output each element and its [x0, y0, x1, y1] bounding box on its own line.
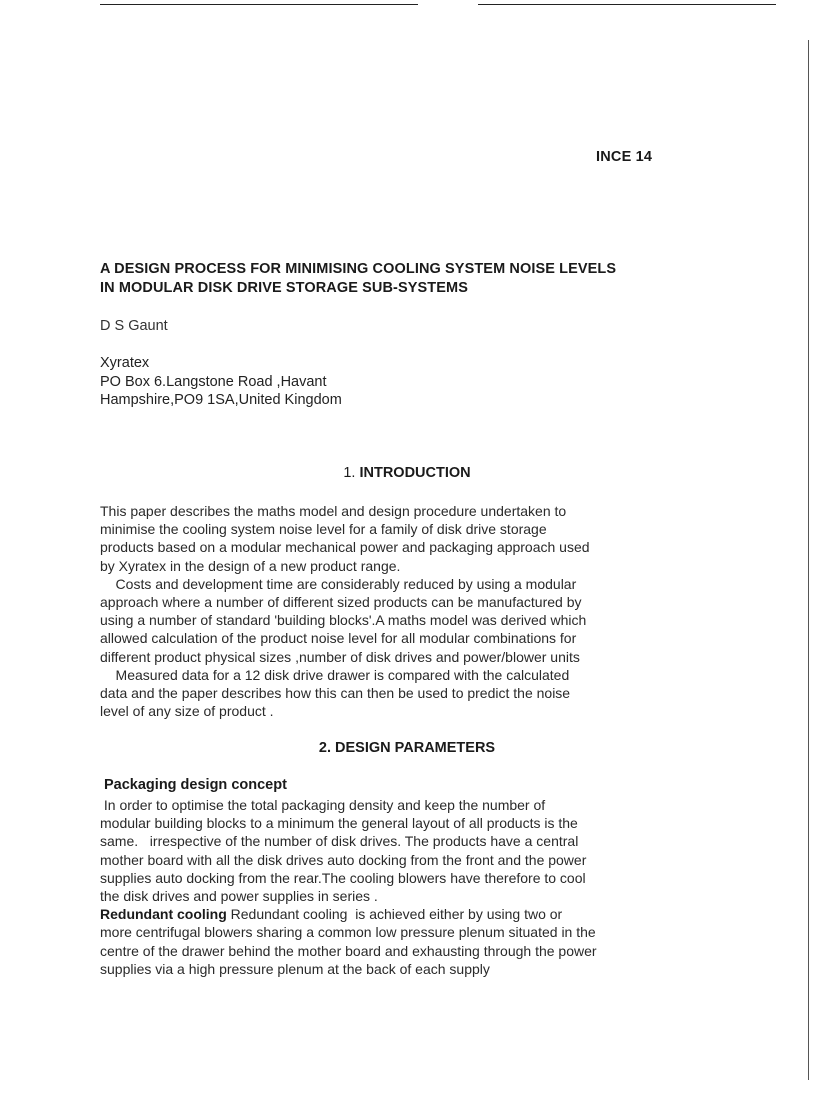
text-line: level of any size of product . [100, 703, 274, 720]
text-line: using a number of standard 'building blocks'.A maths model was derived which [100, 612, 587, 629]
text-line: products based on a modular mechanical power and packaging approach used [100, 539, 590, 556]
text-line: In order to optimise the total packaging density and keep the number of [100, 797, 546, 813]
text-line: approach where a number of different sized products can be manufactured by [100, 594, 582, 611]
scan-edge-line-side [808, 40, 809, 1080]
scan-edge-line-left [100, 4, 418, 5]
introduction-paragraph [100, 502, 680, 720]
text-line: data and the paper describes how this can then be used to predict the noise [100, 685, 571, 702]
title-line: IN MODULAR DISK DRIVE STORAGE SUB-SYSTEMS [100, 280, 468, 296]
section-title: DESIGN PARAMETERS [335, 740, 496, 756]
section-heading-introduction [0, 465, 814, 481]
address-line: Xyratex [100, 355, 150, 371]
text-line: allowed calculation of the product noise level for all modular combinations for [100, 630, 577, 647]
author-address [100, 354, 342, 410]
text-line: Costs and development time are considerably reduced by using a modular [100, 575, 577, 592]
text-line: centre of the drawer behind the mother board and exhausting through the power [100, 942, 597, 959]
redundant-cooling-line [100, 905, 680, 923]
text-line: modular building blocks to a minimum the general layout of all products is the [100, 815, 578, 832]
text-line: minimise the cooling system noise level for a family of disk drive storage [100, 521, 547, 538]
text-line: Measured data for a 12 disk drive drawer is compared with the calculated [100, 666, 570, 683]
title-line: A DESIGN PROCESS FOR MINIMISING COOLING SYSTEM NOISE LEVELS [100, 261, 617, 277]
text-line: more centrifugal blowers sharing a common low pressure plenum situated in the [100, 924, 596, 941]
text-line: This paper describes the maths model and design procedure undertaken to [100, 503, 567, 519]
text-line: supplies auto docking from the rear.The cooling blowers have therefore to cool [100, 869, 586, 886]
author-name: D S Gaunt [100, 318, 168, 334]
scan-edge-line-right [478, 4, 776, 5]
text-line: by Xyratex in the design of a new product range. [100, 557, 401, 574]
paper-reference: INCE 14 [596, 149, 653, 165]
text-line: different product physical sizes ,number of disk drives and power/blower units [100, 648, 580, 665]
address-line: PO Box 6.Langstone Road ,Havant [100, 373, 327, 390]
section-number: 2. [318, 740, 331, 756]
section-title: INTRODUCTION [359, 465, 471, 481]
section-heading-design-parameters [0, 740, 814, 756]
section-number: 1. [343, 465, 356, 481]
redundant-cooling-text: Redundant cooling is achieved either by using two or [226, 906, 563, 923]
text-line: mother board with all the disk drives auto docking from the front and the power [100, 851, 587, 868]
redundant-cooling-label: Redundant cooling [100, 906, 227, 923]
text-line: the disk drives and power supplies in series . [100, 888, 378, 905]
text-line: same. irrespective of the number of disk drives. The products have a central [100, 833, 579, 850]
paper-title [100, 260, 720, 298]
subheading-packaging: Packaging design concept [104, 777, 287, 793]
address-line: Hampshire,PO9 1SA,United Kingdom [100, 392, 342, 408]
text-line: supplies via a high pressure plenum at the back of each supply [100, 960, 490, 977]
packaging-paragraph [100, 796, 680, 978]
